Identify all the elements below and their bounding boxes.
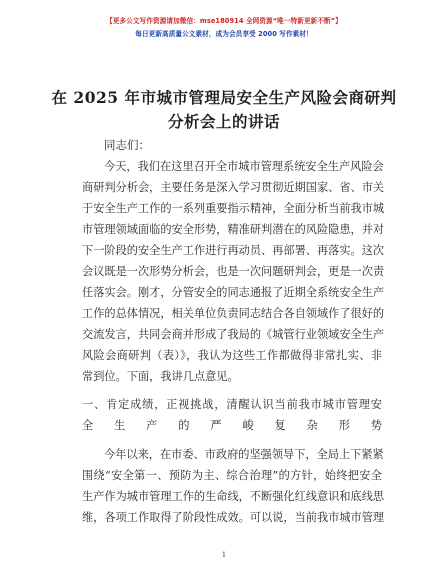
paragraph-1-line: 交流发言，共同会商并形成了我局的《城管行业领域安全生产 <box>82 328 385 341</box>
paragraph-2-line: 维，各项工作取得了阶段性成效。可以说，当前我市城市管理 <box>82 511 385 524</box>
page-number: 1 <box>221 551 227 559</box>
document-title-line-2: 分析会上的讲话 <box>167 112 280 131</box>
paragraph-1-line: 于安全生产工作的一系列重要指示精神，全面分析当前我市城 <box>82 202 385 215</box>
paragraph-2-line: 围绕“安全第一、预防为主、综合治理”的方针，始终把安全 <box>82 469 382 482</box>
paragraph-1-line: 商研判分析会，主要任务是深入学习贯彻近期国家、省、市关 <box>82 181 385 194</box>
section-heading-line: 全生产的严峻复杂形势 <box>82 419 382 432</box>
paragraph-1-line: 市管理领域面临的安全形势，精准研判潜在的风险隐患，并对 <box>82 223 385 236</box>
paragraph-2-line: 生产作为城市管理工作的生命线，不断强化红线意识和底线思 <box>82 490 385 503</box>
document-title-line-1: 在 2025 年市城市管理局安全生产风险会商研判 <box>51 88 397 107</box>
paragraph-1-line: 会议既是一次形势分析会，也是一次问题研判会，更是一次责 <box>82 265 385 278</box>
promo-banner-line-1: 【更多公文写作资源请加微信：mse180914 全网资源“唯一特新更新不断”】 <box>106 17 342 25</box>
paragraph-1-line: 下一阶段的安全生产工作进行再动员、再部署、再落实。这次 <box>82 244 385 257</box>
salutation: 同志们： <box>104 138 150 152</box>
paragraph-2-line: 今年以来，在市委、市政府的坚强领导下，全局上下紧紧 <box>104 448 384 461</box>
paragraph-1-line: 风险会商研判（表）》，我认为这些工作都做得非常扎实、非 <box>82 349 382 362</box>
section-heading-line: 一、肯定成绩，正视挑战，清醒认识当前我市城市管理安 <box>82 398 382 411</box>
paragraph-1-line: 今天，我们在这里召开全市城市管理系统安全生产风险会 <box>104 160 384 173</box>
promo-banner-line-2: 每日更新高质量公文素材，成为会员享受 2000 写作素材！ <box>135 30 313 38</box>
paragraph-1-line: 任落实会。刚才，分管安全的同志通报了近期全系统安全生产 <box>82 286 385 299</box>
paragraph-1-line: 常到位。下面，我讲几点意见。 <box>82 370 239 383</box>
paragraph-1-line: 工作的总体情况，相关单位负责同志结合各自领域作了很好的 <box>82 307 385 320</box>
